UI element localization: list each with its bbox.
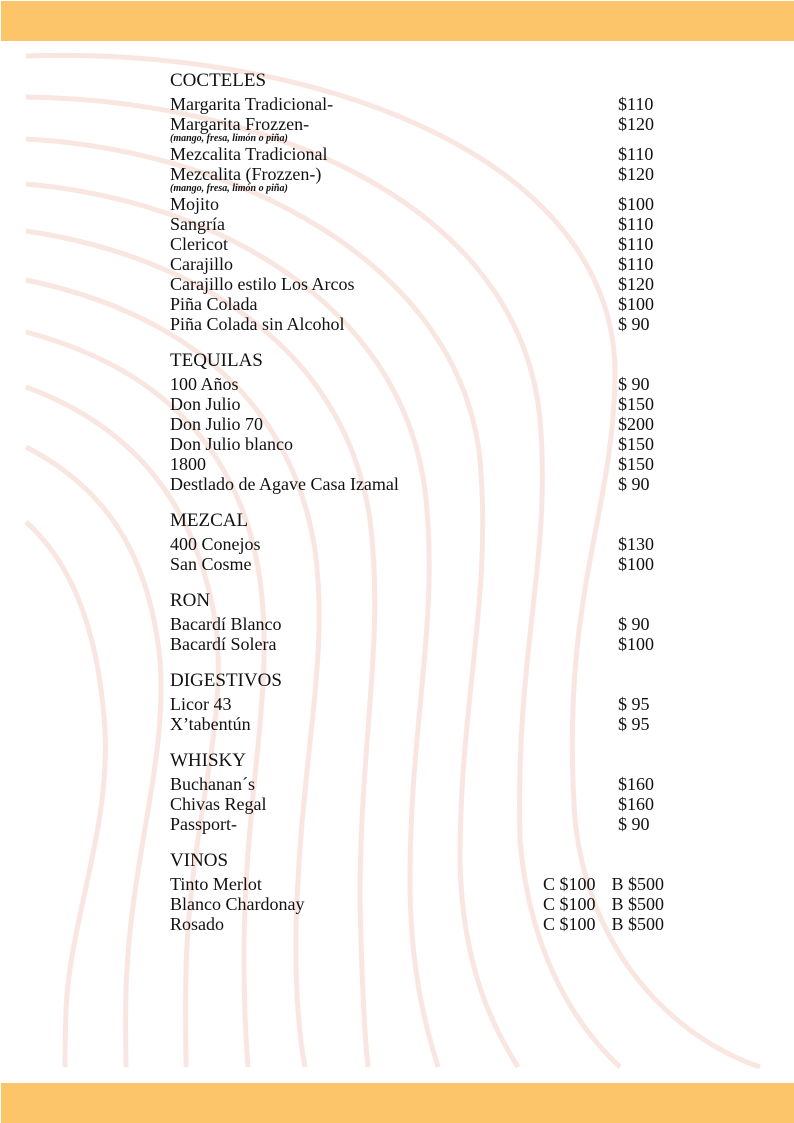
menu-item <box>170 194 664 214</box>
item-price: $ 90 <box>618 614 650 634</box>
item-name: Licor 43 <box>170 694 232 714</box>
bottom-decorative-bar <box>1 1083 794 1123</box>
item-price: $100 <box>618 294 654 314</box>
item-name: Don Julio blanco <box>170 434 293 454</box>
menu-item <box>170 434 664 454</box>
item-name: Mezcalita (Frozzen-) <box>170 164 322 184</box>
item-price: $110 <box>618 214 654 234</box>
section-title: VINOS <box>170 850 229 871</box>
item-name: 100 Años <box>170 374 239 394</box>
section-title: TEQUILAS <box>170 350 263 371</box>
item-name: Bacardí Blanco <box>170 614 282 634</box>
item-price: $150 <box>618 394 654 414</box>
item-price: $130 <box>618 534 654 554</box>
item-prices <box>504 914 664 934</box>
item-prices <box>504 894 664 914</box>
menu-item <box>170 144 664 164</box>
item-price: $110 <box>618 144 654 164</box>
item-name: 1800 <box>170 454 206 474</box>
section-mezcal <box>170 510 664 574</box>
menu-item <box>170 814 664 834</box>
menu-item <box>170 534 664 554</box>
item-name: Margarita Frozzen- <box>170 114 310 134</box>
item-name: Don Julio 70 <box>170 414 264 434</box>
item-name: Margarita Tradicional- <box>170 94 334 114</box>
menu-item <box>170 294 664 314</box>
item-price: $120 <box>618 164 654 184</box>
menu-item <box>170 394 664 414</box>
bottle-price: B $500 <box>611 914 664 934</box>
item-name: Piña Colada <box>170 294 258 314</box>
item-note: (mango, fresa, limón o piña) <box>170 183 288 194</box>
menu-item <box>170 374 664 394</box>
item-name: Blanco Chardonay <box>170 894 305 914</box>
item-name: 400 Conejos <box>170 534 261 554</box>
item-name: Bacardí Solera <box>170 634 277 654</box>
item-name: Rosado <box>170 914 224 934</box>
section-vinos <box>170 850 664 934</box>
item-name: Chivas Regal <box>170 794 267 814</box>
section-title: WHISKY <box>170 750 246 771</box>
menu-item <box>170 234 664 254</box>
section-ron <box>170 590 664 654</box>
item-price: $200 <box>618 414 654 434</box>
menu-item <box>170 914 664 934</box>
menu-item <box>170 774 664 794</box>
section-title: RON <box>170 590 211 611</box>
item-name: Buchanan´s <box>170 774 255 794</box>
menu-item <box>170 164 664 184</box>
item-price: $ 90 <box>618 314 650 334</box>
item-name: Mojito <box>170 194 220 214</box>
drinks-menu <box>170 70 664 950</box>
item-price: $ 90 <box>618 814 650 834</box>
item-price: $110 <box>618 254 654 274</box>
section-whisky <box>170 750 664 834</box>
item-name: Don Julio <box>170 394 241 414</box>
item-price: $ 95 <box>618 694 650 714</box>
item-price: $ 95 <box>618 714 650 734</box>
item-price: $150 <box>618 434 654 454</box>
menu-item <box>170 474 664 494</box>
item-price: $100 <box>618 634 654 654</box>
item-price: $120 <box>618 274 654 294</box>
item-name: San Cosme <box>170 554 252 574</box>
menu-item <box>170 274 664 294</box>
glass-price: C $100 <box>542 914 596 934</box>
menu-item <box>170 114 664 134</box>
menu-item <box>170 714 664 734</box>
item-price: $160 <box>618 794 654 814</box>
item-price: $110 <box>618 234 654 254</box>
menu-item <box>170 874 664 894</box>
bottle-price: B $500 <box>611 894 664 914</box>
item-name: Destlado de Agave Casa Izamal <box>170 474 399 494</box>
menu-item <box>170 454 664 474</box>
item-name: X’tabentún <box>170 714 251 734</box>
item-price: $150 <box>618 454 654 474</box>
item-name: Tinto Merlot <box>170 874 262 894</box>
menu-item <box>170 214 664 234</box>
item-price: $110 <box>618 94 654 114</box>
item-name: Clericot <box>170 234 228 254</box>
item-name: Passport- <box>170 814 237 834</box>
menu-item <box>170 314 664 334</box>
section-tequilas <box>170 350 664 494</box>
item-name: Carajillo <box>170 254 233 274</box>
section-title: COCTELES <box>170 70 267 91</box>
menu-item <box>170 794 664 814</box>
item-price: $ 90 <box>618 374 650 394</box>
item-name: Piña Colada sin Alcohol <box>170 314 345 334</box>
glass-price: C $100 <box>542 874 596 894</box>
item-price: $120 <box>618 114 654 134</box>
section-cocteles <box>170 70 664 334</box>
item-price: $ 90 <box>618 474 650 494</box>
menu-item <box>170 94 664 114</box>
menu-item <box>170 614 664 634</box>
section-title: MEZCAL <box>170 510 249 531</box>
menu-item <box>170 894 664 914</box>
item-price: $160 <box>618 774 654 794</box>
item-name: Sangría <box>170 214 225 234</box>
item-name: Carajillo estilo Los Arcos <box>170 274 355 294</box>
glass-price: C $100 <box>542 894 596 914</box>
menu-item <box>170 634 664 654</box>
bottle-price: B $500 <box>611 874 664 894</box>
menu-item <box>170 414 664 434</box>
section-title: DIGESTIVOS <box>170 670 282 691</box>
menu-item <box>170 554 664 574</box>
curve-10 <box>26 522 105 1067</box>
item-prices <box>504 874 664 894</box>
menu-item <box>170 694 664 714</box>
menu-item <box>170 254 664 274</box>
item-price: $100 <box>618 554 654 574</box>
item-name: Mezcalita Tradicional <box>170 144 328 164</box>
item-price: $100 <box>618 194 654 214</box>
section-digestivos <box>170 670 664 734</box>
item-note: (mango, fresa, limón o piña) <box>170 133 288 144</box>
